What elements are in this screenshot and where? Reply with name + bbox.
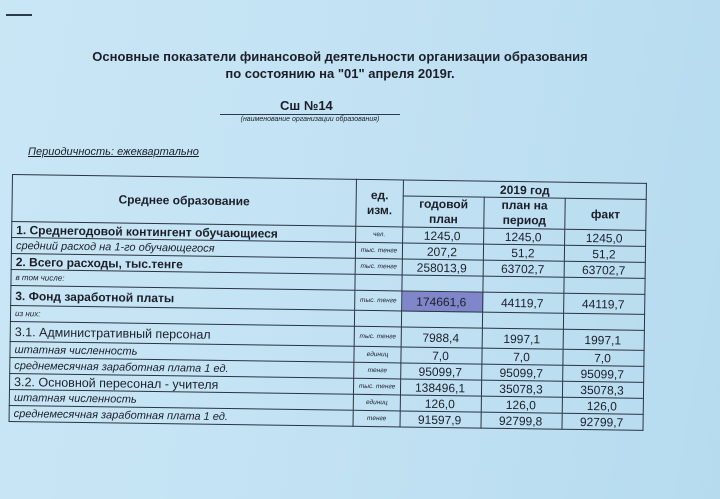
row-unit: тыс. тенге: [354, 326, 401, 347]
row-unit: тыс. тенге: [353, 378, 400, 395]
row-period: 1997,1: [482, 328, 563, 349]
row-period: 126,0: [481, 396, 562, 413]
row-unit: [355, 274, 402, 291]
row-period: 35078,3: [481, 380, 562, 397]
row-label: 2. Всего расходы, тыс.тенге: [11, 253, 355, 274]
document-title: Основные показатели финансовой деятельности организации образования: [92, 49, 588, 64]
organization-underline: [220, 114, 400, 115]
organization-note: (наименование организации образования): [240, 116, 380, 123]
row-fact: 126,0: [562, 397, 643, 414]
row-unit: тыс. тенге: [355, 290, 402, 311]
row-label: из них:: [10, 305, 354, 326]
row-fact: 95099,7: [563, 365, 644, 382]
row-annual: 258013,9: [402, 259, 483, 276]
row-label: штатная численность: [10, 341, 354, 362]
header-unit: ед. изм.: [356, 179, 404, 227]
row-period: 7,0: [482, 348, 563, 365]
row-fact: 1997,1: [563, 329, 644, 350]
header-row: [12, 175, 646, 200]
row-annual: 138496,1: [400, 379, 481, 396]
header-annual: годовой план: [403, 196, 484, 228]
row-label: 1. Среднегодовой контингент обучающиеся: [12, 222, 356, 243]
header-period: план на период: [484, 197, 565, 229]
row-unit: тыс. тенге: [355, 242, 402, 259]
row-unit: тыс. тенге: [355, 258, 402, 275]
row-period: 51,2: [483, 244, 564, 261]
row-fact: 7,0: [563, 349, 644, 366]
header-year: 2019 год: [403, 180, 646, 199]
row-annual: 207,2: [402, 243, 483, 260]
row-label: 3.2. Основной пересонал - учителя: [9, 373, 353, 394]
row-label: в том числе:: [11, 269, 355, 290]
row-unit: тенге: [354, 362, 401, 379]
row-fact: [563, 313, 644, 330]
row-fact: 1245,0: [565, 229, 646, 246]
row-unit: чел.: [356, 226, 403, 243]
row-unit: единиц: [353, 394, 400, 411]
row-fact: 44119,7: [564, 293, 645, 314]
row-annual: [402, 275, 483, 292]
row-unit: [354, 310, 401, 327]
header-main: Среднее образование: [12, 175, 357, 227]
row-fact: 92799,7: [562, 413, 643, 430]
finance-table: [9, 174, 647, 431]
corner-mark: [6, 14, 32, 16]
row-period: 44119,7: [483, 292, 564, 313]
row-annual: 7,0: [401, 347, 482, 364]
row-annual: 126,0: [400, 395, 481, 412]
row-fact: 51,2: [564, 245, 645, 262]
row-annual: [401, 311, 482, 328]
row-annual: 91597,9: [400, 411, 481, 428]
header-fact: факт: [565, 198, 646, 230]
row-annual: 95099,7: [401, 363, 482, 380]
row-fact: 35078,3: [562, 381, 643, 398]
row-annual: 174661,6: [402, 291, 483, 312]
row-period: [483, 276, 564, 293]
row-annual: 7988,4: [401, 327, 482, 348]
row-period: 1245,0: [484, 228, 565, 245]
row-unit: тенге: [353, 410, 400, 427]
organization-name: Сш №14: [280, 98, 333, 113]
row-label: средний расход на 1-го обучающегося: [11, 238, 355, 259]
row-period: 92799,8: [481, 412, 562, 429]
row-label: среднемесячная заработная плата 1 ед.: [9, 405, 353, 426]
row-unit: единиц: [354, 346, 401, 363]
row-label: штатная численность: [9, 389, 353, 410]
row-fact: [564, 277, 645, 294]
periodicity-label: Периодичность: ежеквартально: [28, 146, 199, 158]
row-label: среднемесячная заработная плата 1 ед.: [10, 357, 354, 378]
row-label: 3.1. Административный персонал: [10, 321, 354, 346]
row-period: [482, 312, 563, 329]
document-subtitle: по состоянию на "01" апреля 2019г.: [225, 66, 455, 81]
row-period: 95099,7: [482, 364, 563, 381]
row-fact: 63702,7: [564, 261, 645, 278]
row-label: 3. Фонд заработной платы: [11, 285, 355, 310]
row-period: 63702,7: [483, 260, 564, 277]
row-annual: 1245,0: [403, 227, 484, 244]
